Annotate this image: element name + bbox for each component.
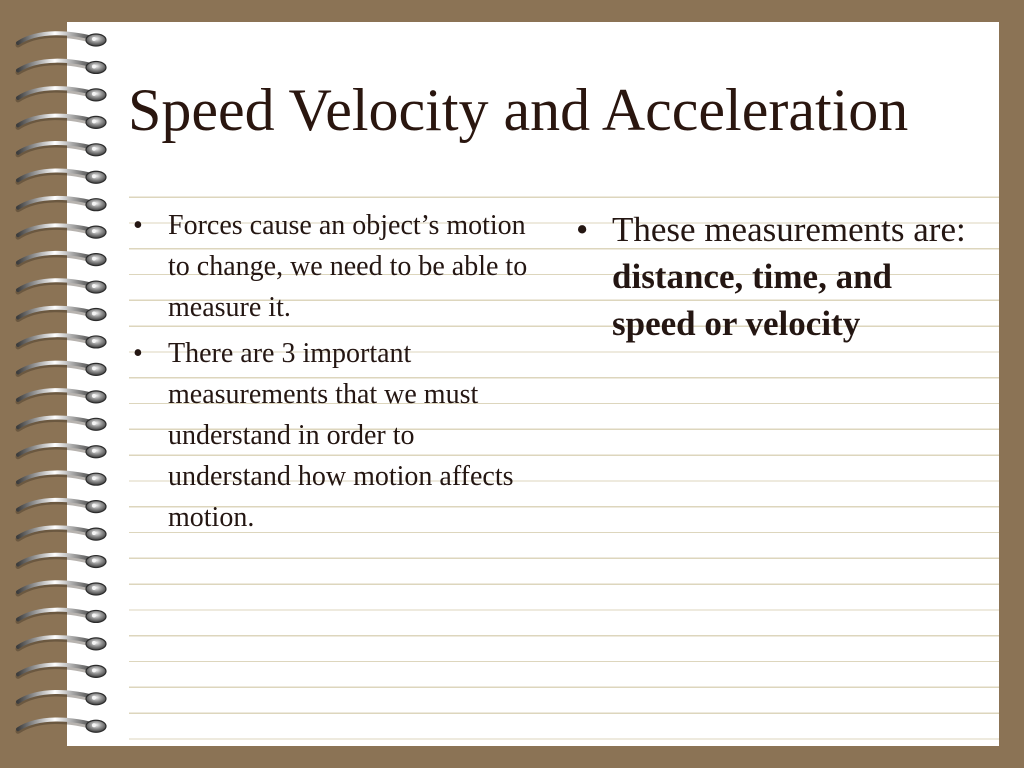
slide-title: Speed Velocity and Acceleration [128,77,909,143]
right-bullet-item [572,206,982,347]
left-bullet-list [128,205,538,543]
bullet-dot-icon: • [133,338,143,369]
left-bullet-item [128,333,538,538]
paper-left-margin [67,172,129,746]
right-bullet-prefix: These measurements are: [612,210,966,249]
left-bullet-text: There are 3 important measurements that we must understand in order to understand how motion affects motion. [168,338,514,533]
left-bullet-text: Forces cause an object’s motion to change, we need to be able to measure it. [168,210,528,323]
right-bullet-emphasis: distance, time, and speed or velocity [612,257,892,343]
bullet-dot-icon: • [133,210,143,241]
right-bullet-list [572,206,982,352]
left-bullet-item [128,205,538,328]
bullet-dot-icon: • [576,210,589,249]
